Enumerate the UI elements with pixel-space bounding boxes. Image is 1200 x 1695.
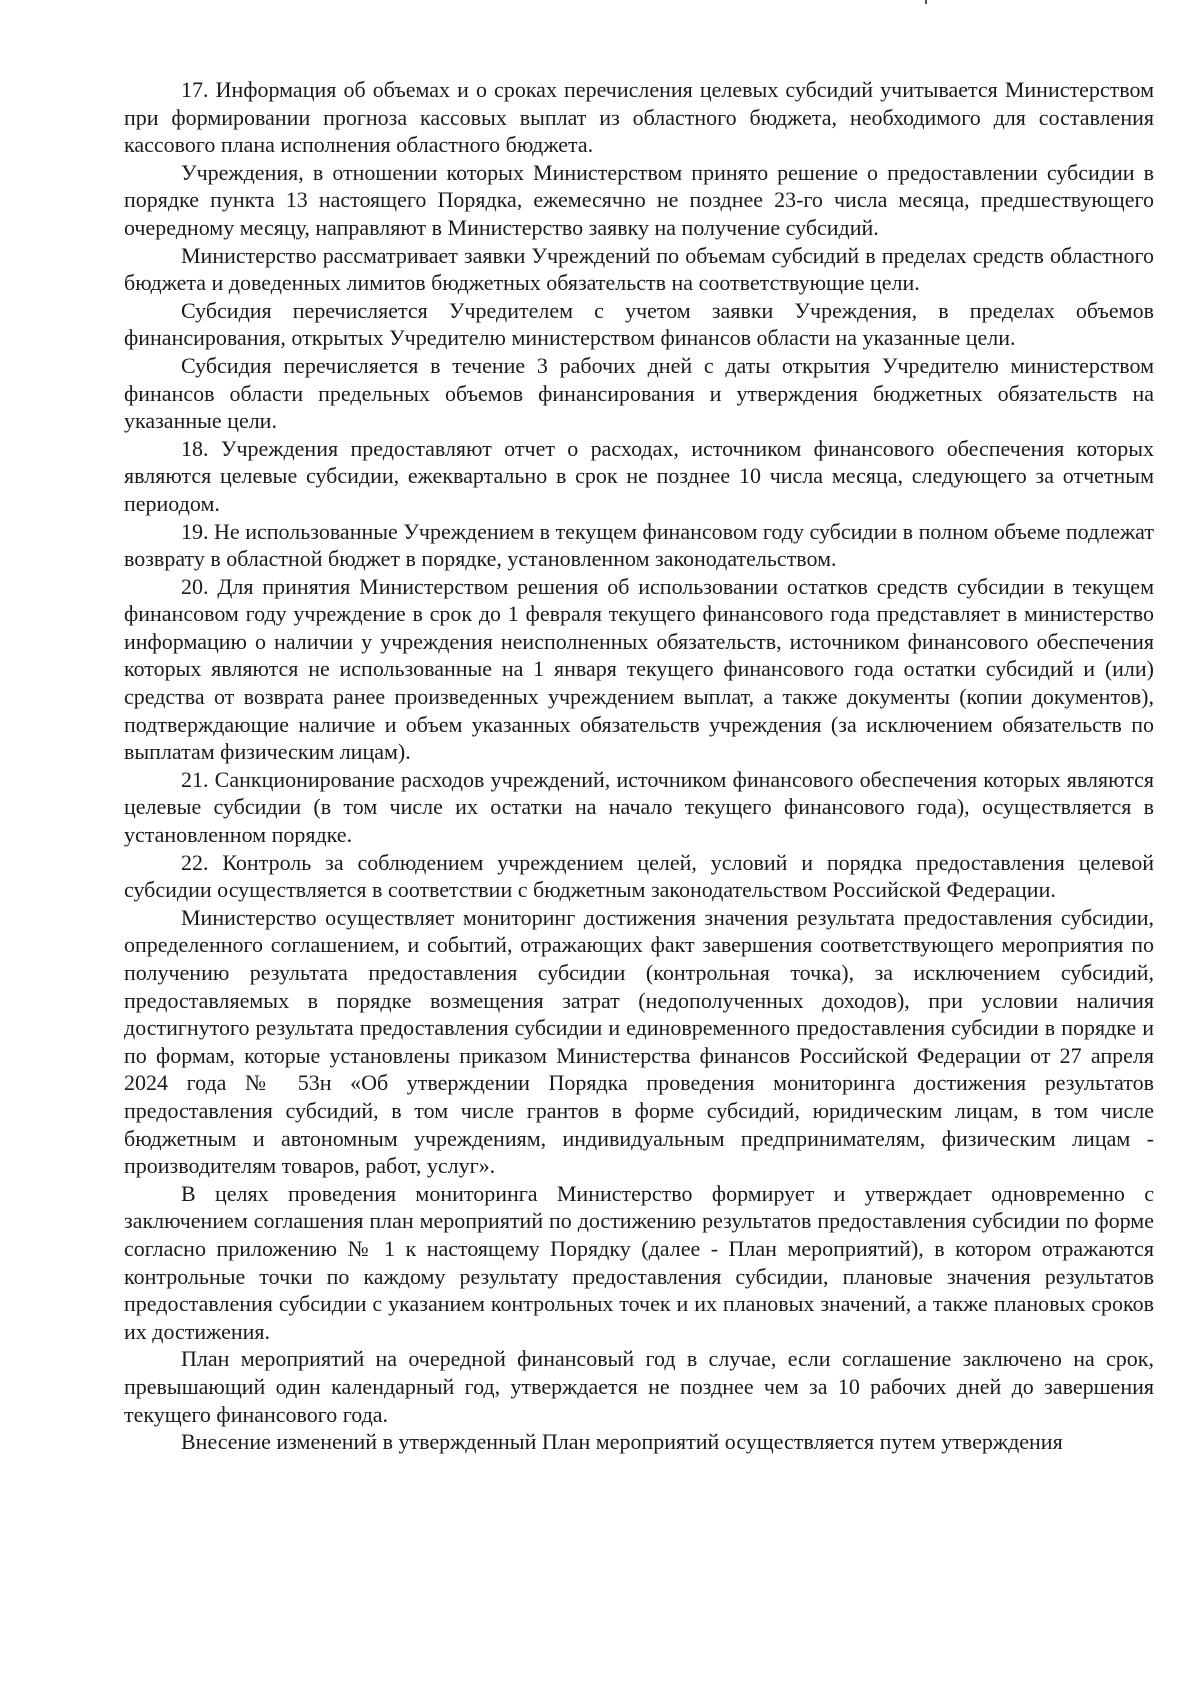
- document-page: [124, 76, 1154, 1456]
- paragraph-21-authorization: 21. Санкционирование расходов учреждений, источником финансового обеспечения которых являются целевые субсидии (в том числе их остатки на начало текущего финансового года), осуществляется в установленном порядке.: [124, 766, 1154, 848]
- paragraph-institutions-request: Учреждения, в отношении которых Министерством принято решение о предоставлении субсидии в порядке пункта 13 настоящего Порядка, ежемесячно не позднее 23-го числа месяца, предшествующего очередному месяцу, направляют в Министерство заявку на получение субсидий.: [124, 159, 1154, 240]
- paragraph-plan-changes: Внесение изменений в утвержденный План мероприятий осуществляется путем утверждения: [181, 1429, 1063, 1455]
- paragraph-18-report: 18. Учреждения предоставляют отчет о расходах, источником финансового обеспечения которых являются целевые субсидии, ежеквартально в срок не позднее 10 числа месяца, следующего за отчетным периодом.: [124, 435, 1154, 516]
- paragraph-22-control: 22. Контроль за соблюдением учреждением целей, условий и порядка предоставления целевой субсидии осуществляется в соответствии с бюджетным законодательством Российской Федерации.: [124, 849, 1154, 903]
- paragraph-monitoring: Министерство осуществляет мониторинг достижения значения результата предоставления субсидии, определенного соглашением, и событий, отражающих факт завершения соответствующего мероприятия по получению результата предоставления субсидии (контрольная точка), за исключением субсидий, предоставляемых в порядке возмещения затрат (недополученных доходов), при условии наличия достигнутого результата предоставления субсидии и единовременного предоставления субсидии в порядке и по формам, которые установлены приказом Министерства финансов Российской Федерации от 27 апреля 2024 года № 53н «Об утверждении Порядка проведения мониторинга достижения результатов предоставления субсидий, в том числе грантов в форме субсидий, юридическим лицам, в том числе бюджетным и автономным учреждениям, индивидуальным предпринимателям, физическим лицам - производителям товаров, работ, услуг».: [124, 904, 1154, 1179]
- paragraph-19-return: 19. Не использованные Учреждением в текущем финансовом году субсидии в полном объеме подлежат возврату в областной бюджет в порядке, установленном законодательством.: [124, 518, 1154, 572]
- scan-artifact: [925, 0, 927, 4]
- paragraph-ministry-reviews: Министерство рассматривает заявки Учреждений по объемам субсидий в пределах средств областного бюджета и доведенных лимитов бюджетных обязательств на соответствующие цели.: [124, 242, 1154, 296]
- paragraph-17-info-volumes: 17. Информация об объемах и о сроках перечисления целевых субсидий учитывается Министерством при формировании прогноза кассовых выплат из областного бюджета, необходимого для составления кассового плана исполнения областного бюджета.: [124, 77, 1154, 158]
- paragraph-subsidy-transfer-founder: Субсидия перечисляется Учредителем с учетом заявки Учреждения, в пределах объемов финансирования, открытых Учредителю министерством финансов области на указанные цели.: [124, 297, 1154, 351]
- paragraph-monitoring-plan: В целях проведения мониторинга Министерство формирует и утверждает одновременно с заключением соглашения план мероприятий по достижению результатов предоставления субсидии по форме согласно приложению № 1 к настоящему Порядку (далее - План мероприятий), в котором отражаются контрольные точки по каждому результату предоставления субсидии, плановые значения результатов предоставления субсидии с указанием контрольных точек и их плановых значений, а также плановых сроков их достижения.: [124, 1180, 1154, 1344]
- paragraph-plan-next-year: План мероприятий на очередной финансовый год в случае, если соглашение заключено на срок, превышающий один календарный год, утверждается не позднее чем за 10 рабочих дней до завершения текущего финансового года.: [124, 1346, 1154, 1427]
- paragraph-20-remaining-funds: 20. Для принятия Министерством решения об использовании остатков средств субсидии в текущем финансовом году учреждение в срок до 1 февраля текущего финансового года представляет в министерство информацию о наличии у учреждения неисполненных обязательств, источником финансового обеспечения которых являются не использованные на 1 января текущего финансового года остатки субсидий и (или) средства от возврата ранее произведенных учреждением выплат, а также документы (копии документов), подтверждающие наличие и объем указанных обязательств учреждения (за исключением обязательств по выплатам физическим лицам).: [124, 573, 1154, 765]
- paragraph-subsidy-transfer-term: Субсидия перечисляется в течение 3 рабочих дней с даты открытия Учредителю министерством финансов области предельных объемов финансирования и утверждения бюджетных обязательств на указанные цели.: [124, 352, 1154, 434]
